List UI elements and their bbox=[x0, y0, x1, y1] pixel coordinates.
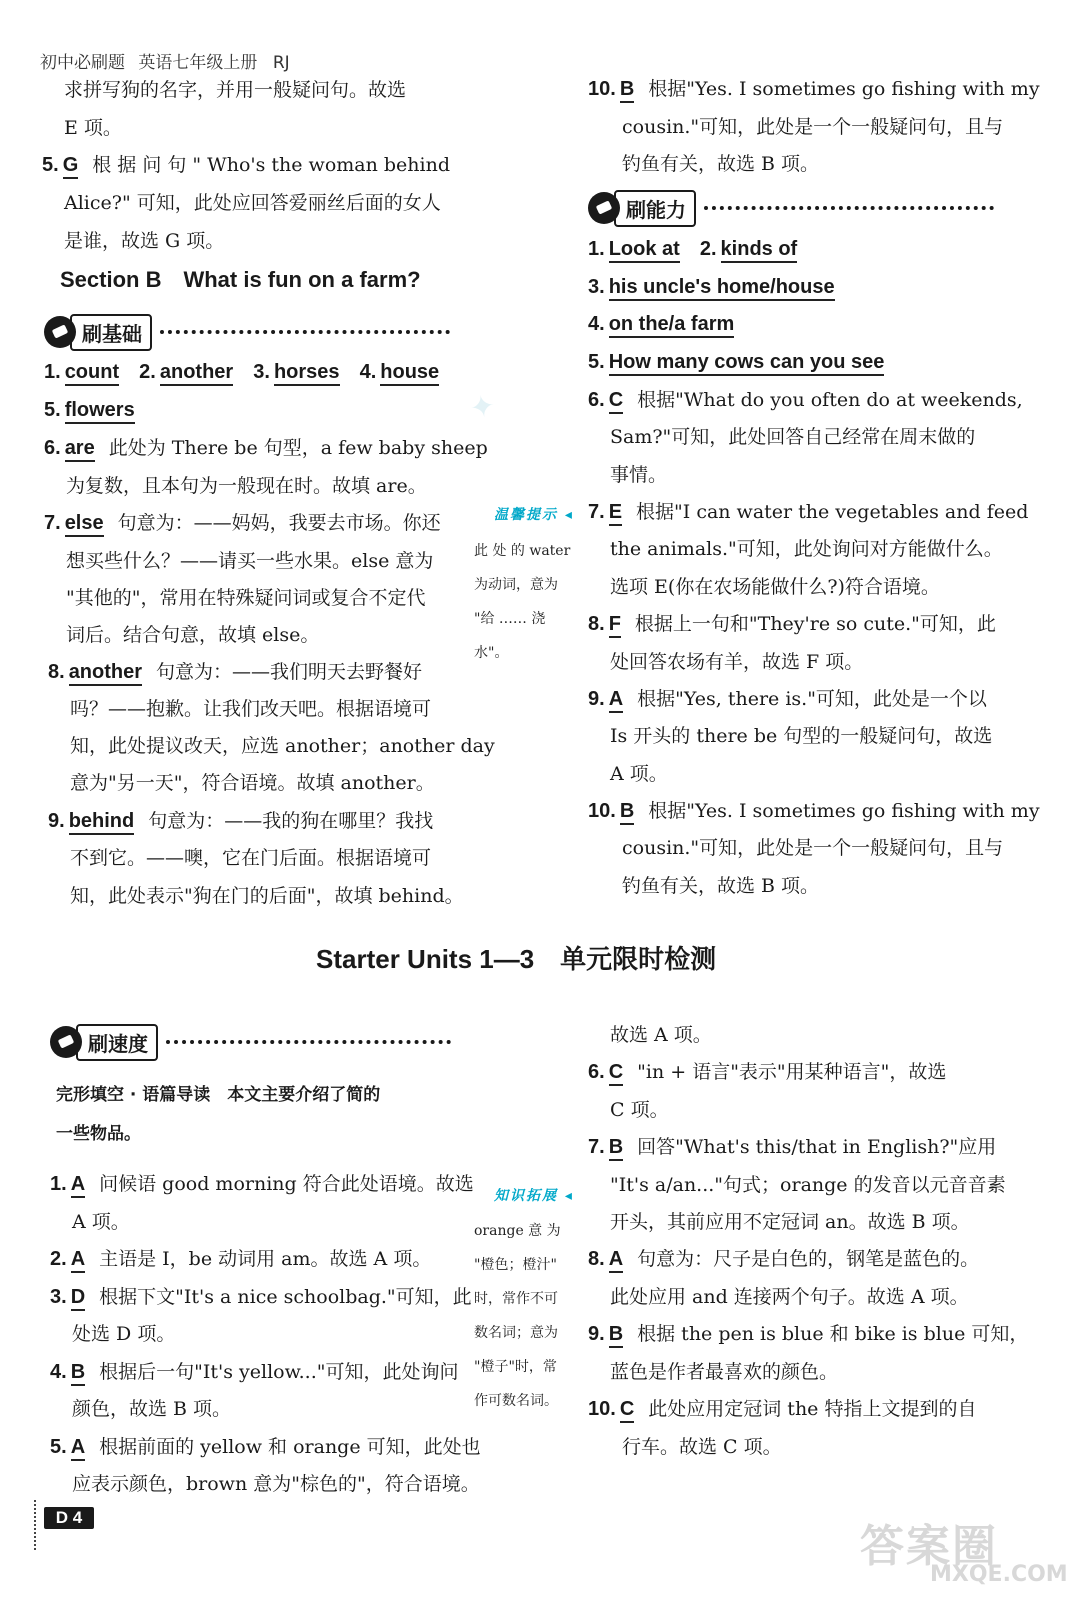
text-line: 处回答农场有羊，故选 F 项。 bbox=[610, 651, 864, 673]
section-badge bbox=[44, 314, 450, 350]
answer-key: B bbox=[609, 1136, 623, 1161]
item-number: 9. bbox=[588, 1323, 605, 1345]
explanation: 根据前面的 yellow 和 orange 可知，此处也 bbox=[99, 1436, 481, 1458]
answer-item bbox=[588, 1397, 976, 1421]
text-line: C 项。 bbox=[610, 1099, 669, 1121]
item-number: 4. bbox=[50, 1361, 67, 1383]
answer-key: A bbox=[71, 1248, 85, 1273]
tip-title-text: 温馨提示 bbox=[494, 507, 558, 523]
item-number: 4. bbox=[588, 313, 605, 335]
section-badge bbox=[588, 190, 994, 226]
explanation: 根据 the pen is blue 和 bike is blue 可知， bbox=[637, 1323, 1029, 1345]
explanation: 此处应用定冠词 the 特指上文提到的自 bbox=[648, 1398, 977, 1420]
answer-key: A bbox=[71, 1173, 85, 1198]
explanation: 根据后一句"It's yellow..."可知，此处询问 bbox=[99, 1361, 459, 1383]
tip-line: 此 处 的 water bbox=[474, 543, 571, 559]
text-line: 想买些什么？——请买一些水果。else 意为 bbox=[66, 550, 434, 572]
explanation: 句意为：——我的狗在哪里？我找 bbox=[148, 810, 434, 832]
section-title: Section B What is fun on a farm? bbox=[60, 267, 421, 292]
text-line: 此处应用 and 连接两个句子。故选 A 项。 bbox=[610, 1286, 969, 1308]
header-book: 初中必刷题 bbox=[40, 53, 125, 73]
answer-key: How many cows can you see bbox=[609, 351, 885, 376]
tip-line: "橙色；橙汁" bbox=[474, 1257, 557, 1273]
answer-row bbox=[588, 237, 811, 261]
answer-key: flowers bbox=[65, 399, 135, 424]
answer-item bbox=[44, 436, 488, 460]
item-number: 6. bbox=[44, 437, 61, 459]
answer-item bbox=[50, 1247, 431, 1271]
page-number: D 4 bbox=[44, 1507, 94, 1529]
text-line: A 项。 bbox=[72, 1211, 130, 1233]
arrow-icon: ◂ bbox=[558, 507, 574, 523]
text-line: "其他的"，常用在特殊疑问词或复合不定代 bbox=[66, 587, 426, 609]
answer-key: A bbox=[609, 688, 623, 713]
answer-key: C bbox=[620, 1398, 634, 1423]
explanation: "in + 语言"表示"用某种语言"，故选 bbox=[637, 1061, 947, 1083]
item-number: 2. bbox=[699, 238, 717, 260]
answer-item bbox=[588, 1247, 979, 1271]
text-line: cousin."可知，此处是一个一般疑问句，且与 bbox=[622, 837, 1004, 859]
text-line: 吗？——抱歉。让我们改天吧。根据语境可 bbox=[70, 698, 432, 720]
text-line: 故选 A 项。 bbox=[610, 1024, 712, 1046]
answer-item bbox=[50, 1435, 481, 1459]
answer-key: F bbox=[609, 613, 621, 638]
tip-line: "给 …… 浇 bbox=[474, 611, 546, 627]
explanation: 句意为：尺子是白色的，钢笔是蓝色的。 bbox=[637, 1248, 980, 1270]
explanation: 回答"What's this/that in English?"应用 bbox=[637, 1136, 997, 1158]
item-number: 6. bbox=[588, 389, 605, 411]
text-line: Is 开头的 there be 句型的一般疑问句，故选 bbox=[610, 725, 993, 747]
item-number: 7. bbox=[588, 501, 605, 523]
explanation: 此处为 There be 句型，a few baby sheep bbox=[108, 437, 488, 459]
answer-key: Look at bbox=[609, 238, 680, 263]
explanation: 句意为：——妈妈，我要去市场。你还 bbox=[117, 512, 441, 534]
answer-item bbox=[50, 1360, 458, 1384]
faint-watermark: ✦ bbox=[467, 388, 498, 427]
answer-key: another bbox=[69, 661, 142, 686]
tip-line: orange 意 为 bbox=[474, 1223, 561, 1239]
item-number: 7. bbox=[44, 512, 61, 534]
dotted-rule bbox=[160, 330, 450, 334]
text-line: 词后。结合句意，故填 else。 bbox=[66, 624, 320, 646]
answer-key: C bbox=[609, 1061, 623, 1086]
text-line: 知，此处表示"狗在门的后面"，故填 behind。 bbox=[70, 885, 464, 907]
item-number: 9. bbox=[48, 810, 65, 832]
text-line: Sam?"可知，此处回答自己经常在周末做的 bbox=[610, 426, 976, 448]
text-line: 钓鱼有关，故选 B 项。 bbox=[622, 153, 820, 175]
answer-item bbox=[588, 1135, 996, 1159]
item-number: 2. bbox=[50, 1248, 67, 1270]
text-line: 意为"另一天"，符合语境。故填 another。 bbox=[70, 772, 435, 794]
pen-icon bbox=[588, 192, 620, 224]
page-header bbox=[40, 48, 290, 73]
answer-item bbox=[588, 77, 1040, 101]
text-line: cousin."可知，此处是一个一般疑问句，且与 bbox=[622, 116, 1004, 138]
tip-line: "橙子"时，常 bbox=[474, 1359, 557, 1375]
text-line: "It's a/an..."句式；orange 的发音以元音音素 bbox=[610, 1174, 1006, 1196]
answer-key: count bbox=[65, 361, 119, 386]
tip-title-text: 知识拓展 bbox=[494, 1188, 558, 1204]
answer-key: B bbox=[71, 1361, 85, 1386]
item-number: 10. bbox=[588, 1398, 616, 1420]
text-line: 颜色，故选 B 项。 bbox=[72, 1398, 232, 1420]
answer-item bbox=[588, 612, 996, 636]
answer-item bbox=[42, 153, 450, 177]
answer-item bbox=[50, 1285, 472, 1309]
text-line: 选项 E(你在农场能做什么?)符合语境。 bbox=[610, 576, 940, 598]
dotted-rule bbox=[704, 206, 994, 210]
tip-title bbox=[494, 1185, 574, 1205]
item-number: 3. bbox=[588, 276, 605, 298]
passage-intro: 一些物品。 bbox=[56, 1124, 141, 1144]
text-line: 知，此处提议改天，应选 another；another day bbox=[70, 735, 495, 757]
answer-key: B bbox=[609, 1323, 623, 1348]
text-line: 钓鱼有关，故选 B 项。 bbox=[622, 875, 820, 897]
text-line: 应表示颜色，brown 意为"棕色的"，符合语境。 bbox=[72, 1473, 480, 1495]
item-number: 6. bbox=[588, 1061, 605, 1083]
answer-key: behind bbox=[69, 810, 135, 835]
item-number: 1. bbox=[588, 238, 605, 260]
badge-label: 刷基础 bbox=[70, 314, 152, 351]
item-number: 1. bbox=[44, 361, 61, 383]
answer-key: A bbox=[71, 1436, 85, 1461]
answer-row bbox=[588, 312, 748, 336]
item-number: 3. bbox=[253, 361, 270, 383]
explanation: 根据"Yes. I sometimes go fishing with my bbox=[648, 800, 1040, 822]
answer-row bbox=[588, 275, 849, 299]
explanation: 根据"What do you often do at weekends, bbox=[637, 389, 1023, 411]
answer-row bbox=[44, 360, 453, 384]
answer-key: A bbox=[609, 1248, 623, 1273]
explanation: 句意为：——我们明天去野餐好 bbox=[156, 661, 423, 683]
section-badge bbox=[50, 1024, 451, 1060]
text-line: 处选 D 项。 bbox=[72, 1323, 176, 1345]
item-number: 5. bbox=[50, 1436, 67, 1458]
item-number: 1. bbox=[50, 1173, 67, 1195]
item-number: 3. bbox=[50, 1286, 67, 1308]
text-line: 开头，其前应用不定冠词 an。故选 B 项。 bbox=[610, 1211, 970, 1233]
answer-item bbox=[588, 1060, 946, 1084]
unit-title: Starter Units 1—3 单元限时检测 bbox=[316, 944, 717, 974]
explanation: 根 据 问 句 " Who's the woman behind bbox=[92, 154, 451, 176]
tip-line: 作可数名词。 bbox=[474, 1393, 558, 1409]
page-margin-mark bbox=[34, 1500, 38, 1550]
answer-item bbox=[588, 1322, 1028, 1346]
tip-line: 时，常作不可 bbox=[474, 1291, 558, 1307]
item-number: 8. bbox=[588, 613, 605, 635]
badge-label: 刷速度 bbox=[76, 1024, 158, 1061]
explanation: 根据"Yes. I sometimes go fishing with my bbox=[648, 78, 1040, 100]
text-line: Alice?" 可知，此处应回答爱丽丝后面的女人 bbox=[64, 192, 441, 214]
answer-key: another bbox=[160, 361, 233, 386]
watermark-url: MXQE.COM bbox=[930, 1562, 1068, 1587]
answer-key: G bbox=[63, 154, 79, 179]
answer-key: B bbox=[620, 800, 634, 825]
answer-item bbox=[588, 500, 1028, 524]
answer-key: E bbox=[609, 501, 622, 526]
answer-item bbox=[48, 809, 433, 833]
tip-line: 水"。 bbox=[474, 645, 509, 661]
answer-item bbox=[588, 388, 1023, 412]
text-line: E 项。 bbox=[64, 117, 122, 139]
watermark-logo: 答案圈 bbox=[860, 1521, 998, 1572]
explanation: 根据"I can water the vegetables and feed bbox=[636, 501, 1029, 523]
item-number: 8. bbox=[48, 661, 65, 683]
answer-key: his uncle's home/house bbox=[609, 276, 835, 301]
item-number: 9. bbox=[588, 688, 605, 710]
answer-key: kinds of bbox=[721, 238, 798, 263]
answer-item bbox=[588, 687, 987, 711]
pen-icon bbox=[44, 316, 76, 348]
answer-row bbox=[44, 398, 149, 422]
text-line: 求拼写狗的名字，并用一般疑问句。故选 bbox=[64, 79, 407, 101]
item-number: 5. bbox=[42, 154, 59, 176]
tip-line: 数名词；意为 bbox=[474, 1325, 558, 1341]
tip-line: 为动词，意为 bbox=[474, 577, 558, 593]
answer-key: house bbox=[380, 361, 439, 386]
item-number: 7. bbox=[588, 1136, 605, 1158]
dotted-rule bbox=[166, 1040, 451, 1044]
badge-label: 刷能力 bbox=[614, 190, 696, 227]
text-line: A 项。 bbox=[610, 763, 668, 785]
text-line: 蓝色是作者最喜欢的颜色。 bbox=[610, 1361, 839, 1383]
item-number: 10. bbox=[588, 800, 616, 822]
header-edition: RJ bbox=[272, 53, 290, 73]
item-number: 5. bbox=[44, 399, 61, 421]
item-number: 4. bbox=[359, 361, 377, 383]
text-line: 为复数，且本句为一般现在时。故填 are。 bbox=[66, 475, 427, 497]
item-number: 2. bbox=[139, 361, 156, 383]
passage-intro: 完形填空 · 语篇导读 本文主要介绍了简的 bbox=[56, 1085, 381, 1105]
answer-key: C bbox=[609, 389, 623, 414]
explanation: 根据下文"It's a nice schoolbag."可知，此 bbox=[99, 1286, 472, 1308]
answer-key: B bbox=[620, 78, 634, 103]
explanation: 问候语 good morning 符合此处语境。故选 bbox=[99, 1173, 474, 1195]
answer-item bbox=[48, 660, 422, 684]
explanation: 根据上一句和"They're so cute."可知，此 bbox=[634, 613, 996, 635]
answer-row bbox=[588, 350, 898, 374]
answer-key: else bbox=[65, 512, 104, 537]
answer-key: on the/a farm bbox=[609, 313, 735, 338]
text-line: the animals."可知，此处询问对方能做什么。 bbox=[610, 538, 1003, 560]
arrow-icon: ◂ bbox=[558, 1188, 574, 1204]
answer-item bbox=[50, 1172, 474, 1196]
answer-item bbox=[44, 511, 441, 535]
tip-title bbox=[494, 504, 574, 524]
answer-key: D bbox=[71, 1286, 85, 1311]
pen-icon bbox=[50, 1026, 82, 1058]
answer-item bbox=[588, 799, 1040, 823]
text-line: 事情。 bbox=[610, 464, 668, 486]
text-line: 是谁，故选 G 项。 bbox=[64, 230, 225, 252]
item-number: 5. bbox=[588, 351, 605, 373]
explanation: 根据"Yes, there is."可知，此处是一个以 bbox=[637, 688, 987, 710]
text-line: 行车。故选 C 项。 bbox=[622, 1436, 782, 1458]
item-number: 8. bbox=[588, 1248, 605, 1270]
item-number: 10. bbox=[588, 78, 616, 100]
text-line: 不到它。——噢，它在门后面。根据语境可 bbox=[70, 847, 432, 869]
explanation: 主语是 I，be 动词用 am。故选 A 项。 bbox=[99, 1248, 432, 1270]
header-subject: 英语七年级上册 bbox=[138, 53, 258, 73]
answer-key: are bbox=[65, 437, 95, 462]
answer-key: horses bbox=[274, 361, 340, 386]
